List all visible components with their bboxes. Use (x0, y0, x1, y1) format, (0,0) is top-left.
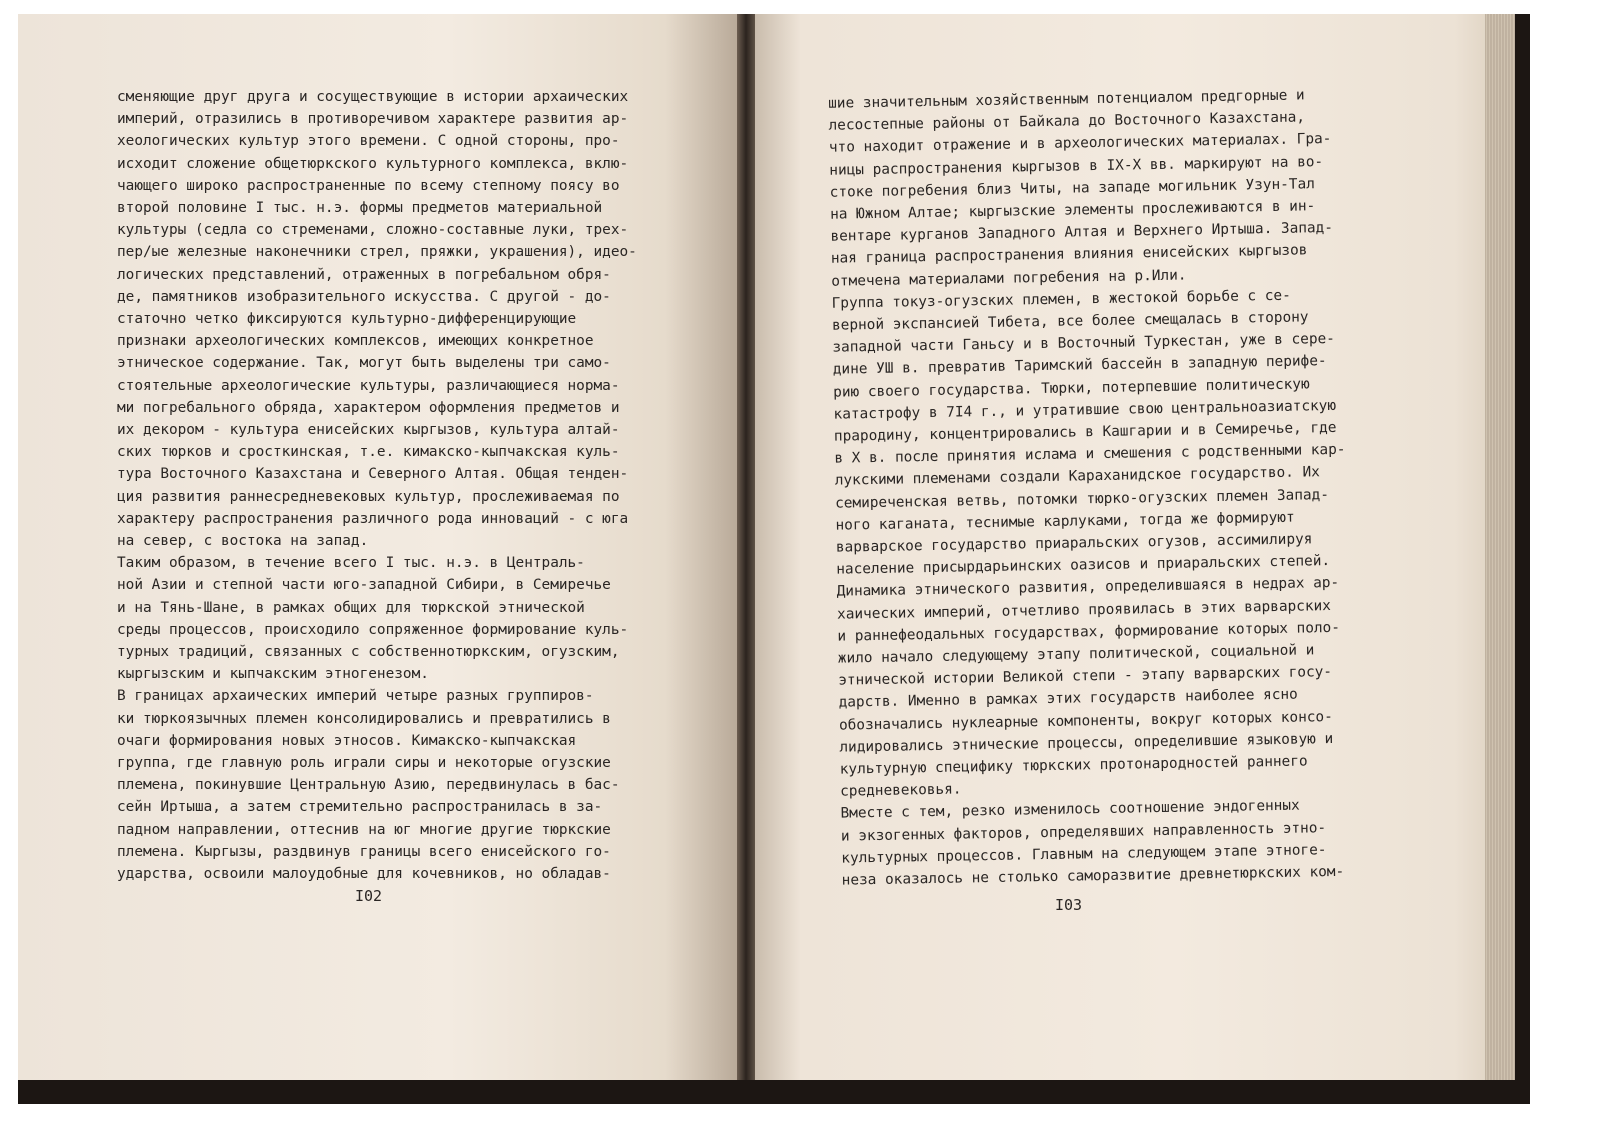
text-line: Вместе с тем, резко изменилось соотношение эндогенных (840, 797, 1300, 823)
text-line: хаических империй, отчетливо проявилась в этих варварских (836, 597, 1332, 623)
text-line: статочно четко фиксируются культурно-дифференцирующие (117, 311, 577, 327)
text-line: чающего широко распространенные по всему степному поясу во (117, 177, 620, 194)
text-line: стоке погребения близ Читы, на западе могильник Узун-Тал (829, 176, 1315, 201)
text-line: племена. Кыргызы, раздвинув границы всего енисейского го- (117, 843, 611, 860)
text-line: население присырдарьинских оазисов и приаральских степей. (836, 553, 1331, 578)
text-line: ция развития раннесредневековых культур, прослеживаемая по (117, 488, 620, 505)
left-page-number: I02 (355, 887, 383, 905)
text-line: де, памятников изобразительного искусства. С другой - до- (117, 288, 611, 305)
text-line: хеологических культур этого времени. С одной стороны, про- (117, 133, 620, 150)
text-line: турных традиций, связанных с собственнотюркским, огузским, (117, 644, 620, 660)
text-line: очаги формирования новых этносов. Кимакско-кыпчакская (117, 732, 577, 749)
text-line: катастрофу в 7I4 г., и утратившие свою центральноазиатскую (833, 397, 1337, 423)
text-line: семиреченская ветвь, потомки тюрко-огузских племен Запад- (835, 486, 1330, 512)
text-line: империй, отразились в противоречивом характере развития ар- (117, 111, 629, 128)
text-line: отмечена материалами погребения на р.Или. (831, 267, 1187, 290)
right-page-number: I03 (1055, 896, 1083, 914)
text-line: кыргызским и кыпчакским этногенезом. (117, 666, 429, 683)
text-line: в X в. после принятия ислама и смешения с родственными кар- (834, 441, 1346, 467)
text-line: на север, с востока на запад. (117, 533, 369, 549)
text-line: этнической истории Великой степи - этапу варварских госу- (838, 664, 1333, 689)
book-spread (18, 14, 1530, 1104)
text-line: средневековья. (840, 781, 962, 800)
text-line: культурных процессов. Главным на следующем этапе этноге- (841, 841, 1327, 867)
text-line: и на Тянь-Шане, в рамках общих для тюркской этнической (117, 599, 585, 616)
text-line: характеру распространения различного рода инноваций - с юга (117, 510, 629, 527)
text-line: признаки археологических комплексов, имеющих конкретное (117, 333, 594, 350)
text-line: что находит отражение и в археологических материалах. Гра- (828, 131, 1332, 157)
text-line: Группа токуз-огузских племен, в жестокой борьбе с се- (831, 287, 1291, 312)
book-gutter (737, 14, 755, 1080)
text-line: их декором - культура енисейских кыргызов, культура алтай- (117, 422, 620, 438)
text-line: рию своего государства. Тюрки, потерпевшие политическую (833, 375, 1310, 401)
text-line: ной Азии и степной части юго-западной Сибири, в Семиречье (117, 577, 611, 594)
text-line: ми погребального обряда, характером оформления предметов и (117, 399, 620, 416)
text-line: ная граница распространения влияния енисейских кыргызов (830, 242, 1308, 268)
left-page (18, 14, 737, 1080)
text-line: шие значительным хозяйственным потенциалом предгорные и (828, 87, 1305, 112)
text-line: культуры (седла со стременами, сложно-составные луки, трех- (117, 222, 629, 239)
text-line: вентаре курганов Западного Алтая и Верхнего Иртыша. Запад- (830, 220, 1334, 245)
text-line: стоятельные археологические культуры, различающиеся норма- (117, 377, 620, 394)
text-line: неза оказалось не столько саморазвитие древнетюркских ком- (841, 863, 1345, 889)
right-page-text (755, 81, 1485, 889)
text-line: пер/ые железные наконечники стрел, пряжки, украшения), идео- (117, 244, 637, 261)
text-line: Динамика этнического развития, определившаяся в недрах ар- (836, 575, 1340, 601)
page-edges (1485, 14, 1515, 1080)
text-line: этническое содержание. Так, могут быть выделены три само- (117, 355, 611, 372)
text-line: дине УШ в. превратив Таримский бассейн в западную перифе- (832, 353, 1327, 379)
text-line: ки тюркоязычных племен консолидировались и превратились в (117, 710, 611, 727)
text-line: западной части Ганьсу и в Восточный Туркестан, уже в сере- (832, 331, 1336, 356)
text-line: лукскими племенами создали Караханидское государство. Их (834, 464, 1321, 490)
text-line: племена, покинувшие Центральную Азию, передвинулась в бас- (117, 777, 620, 794)
text-line: ного каганата, теснимые карлуками, тогда же формируют (835, 509, 1295, 534)
text-line: среды процессов, происходило сопряженное формирование куль- (117, 621, 629, 638)
right-page (755, 14, 1515, 1080)
text-line: группа, где главную роль играли сиры и некоторые огузские (117, 755, 611, 771)
text-line: сейн Иртыша, а затем стремительно распространилась в за- (117, 799, 603, 816)
text-line: ских тюрков и сросткинская, т.е. кимакско-кыпчакская куль- (117, 444, 620, 461)
text-line: второй половине I тыс. н.э. формы предметов материальной (117, 200, 603, 216)
text-line: В границах архаических империй четыре разных группиров- (117, 688, 594, 705)
text-line: ницы распространения кыргызов в IX-X вв. маркируют на во- (829, 153, 1324, 179)
text-line: культурную специфику тюркских протонародностей раннего (839, 753, 1308, 778)
text-line: обозначались нуклеарные компоненты, вокруг которых консо- (838, 708, 1333, 734)
text-line: ударства, освоили малоудобные для кочевников, но обладав- (117, 866, 611, 882)
text-line: дарств. Именно в рамках этих государств наиболее ясно (838, 687, 1298, 712)
text-line: прародину, концентрировались в Кашгарии и в Семиречье, где (833, 419, 1337, 445)
text-line: жило начало следующему этапу политической, социальной и (837, 642, 1315, 667)
text-line: логических представлений, отраженных в погребальном обря- (117, 266, 611, 283)
text-line: сменяющие друг друга и сосуществующие в истории архаических (117, 89, 629, 105)
text-line: верной экспансией Тибета, все более смещалась в сторону (831, 309, 1309, 334)
text-line: падном направлении, оттеснив на юг многие другие тюркские (117, 821, 611, 838)
text-line: лидировались этнические процессы, определившие языковую и (839, 730, 1334, 756)
text-line: исходит сложение общетюркского культурного комплекса, вклю- (117, 155, 629, 172)
text-line: лесостепные районы от Байкала до Восточного Казахстана, (828, 109, 1306, 134)
text-line: на Южном Алтае; кыргызские элементы прослеживаются в ин- (829, 198, 1316, 223)
text-line: и раннефеодальных государствах, формирование которых поло- (837, 619, 1341, 645)
text-line: варварское государство приаральских огузов, ассимилируя (835, 531, 1313, 556)
text-line: Таким образом, в течение всего I тыс. н.э. в Централь- (117, 555, 585, 572)
text-line: тура Восточного Казахстана и Северного Алтая. Общая тенден- (117, 466, 629, 483)
text-line: и экзогенных факторов, определявших направленность этно- (840, 819, 1327, 845)
